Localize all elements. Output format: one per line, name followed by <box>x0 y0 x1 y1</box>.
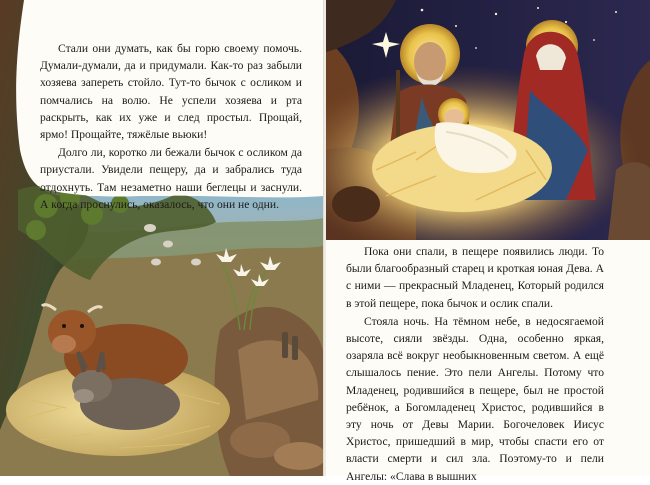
left-page-text <box>40 40 302 213</box>
right-page-text <box>346 243 604 485</box>
right-page <box>326 0 650 483</box>
right-paragraph-2: Стояла ночь. На тёмном небе, в недосягаемой высоте, сияли звёзды. Одна, особенно яркая, озаряла всё вокруг необыкновенным светом. А ещё слышалось пение. Это пели Ангелы. Потому что Младенец, родившийся в пещере, был не простой ребёнок, а Богомладенец Христос, родившийся в эту ночь от Девы Марии. Богочеловек Иисус Христос, пришедший в мир, чтобы спасти его от власти смерти и сил зла. Поэтому-то и пели Ангелы: «Слава в вышних <box>346 314 604 483</box>
right-paragraph-1: Пока они спали, в пещере появились люди. То были благообразный старец и кроткая юная Дева. А с ними — прекрасный Младенец, Который родился в этой пещере, пока бычок и ослик спали. <box>346 245 604 310</box>
left-paragraph-2: Долго ли, коротко ли бежали бычок с осликом да приустали. Увидели пещеру, да и забрались туда отдохнуть. Там незаметно наши беглецы и заснули. А когда проснулись, оказалось, что они не одни. <box>40 146 302 211</box>
left-paragraph-1: Стали они думать, как бы горю своему помочь. Думали-думали, да и придумали. Как-то раз забыли хозяева запереть стойло. Тут-то бычок с осликом и помчались на волю. Не успели хозяева и рта раскрыть, как их уже и след простыл. Прощай, ярмо! Прощайте, тяжёлые вьюки! <box>40 42 302 142</box>
left-page <box>0 0 324 476</box>
nativity-illustration <box>326 0 650 240</box>
